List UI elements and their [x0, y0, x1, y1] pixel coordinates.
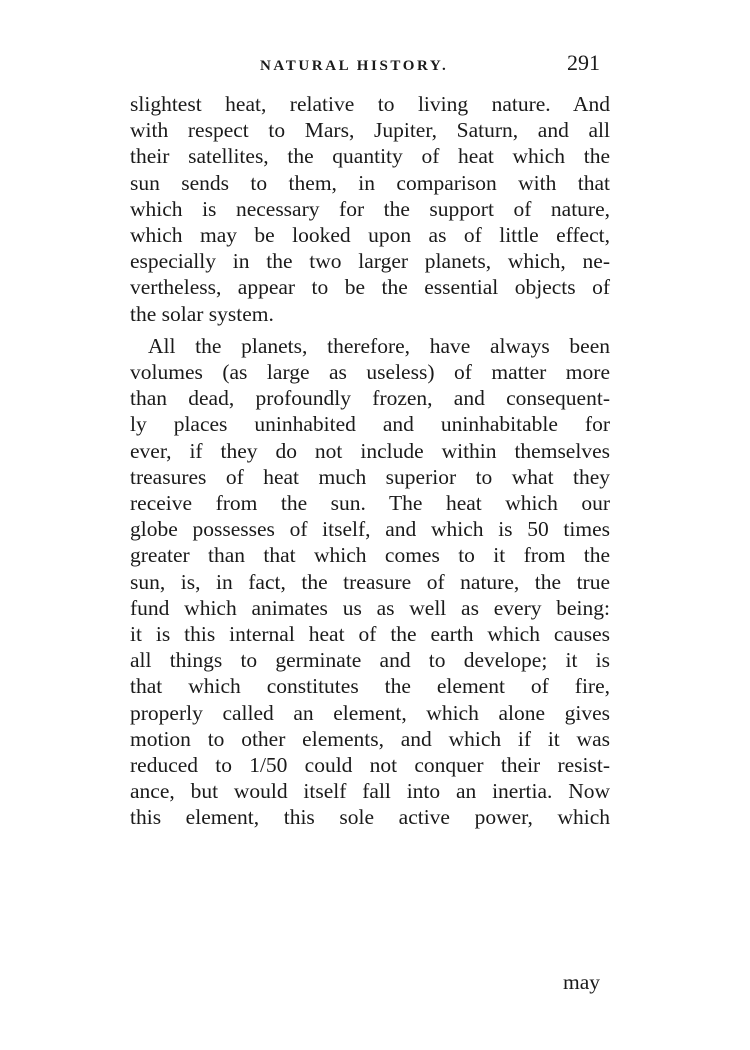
- text-line: sun sends to them, in comparison with that: [130, 170, 610, 195]
- text-line: the solar system.: [130, 301, 274, 326]
- text-line: with respect to Mars, Jupiter, Saturn, and all: [130, 118, 610, 143]
- text-line: vertheless, appear to be the essential objects of: [130, 275, 610, 300]
- text-line: volumes (as large as useless) of matter more: [130, 360, 610, 385]
- text-line: which may be looked upon as of little effect,: [130, 223, 610, 248]
- text-line: which is necessary for the support of nature,: [130, 196, 610, 221]
- text-line: globe possesses of itself, and which is 50 times: [130, 517, 610, 542]
- text-line: ly places uninhabited and uninhabitable for: [130, 412, 610, 437]
- text-line: greater than that which comes to it from the: [130, 543, 610, 568]
- text-line: receive from the sun. The heat which our: [130, 491, 610, 516]
- text-line: treasures of heat much superior to what they: [130, 464, 610, 489]
- text-line: it is this internal heat of the earth which causes: [130, 622, 610, 647]
- running-head: NATURAL HISTORY.: [260, 58, 449, 74]
- text-line: sun, is, in fact, the treasure of nature, the true: [130, 569, 610, 594]
- text-line: their satellites, the quantity of heat which the: [130, 144, 610, 169]
- text-line: fund which animates us as well as every being:: [130, 595, 610, 620]
- text-line: slightest heat, relative to living nature. And: [130, 92, 610, 116]
- catchword: may: [562, 970, 600, 994]
- text-line: reduced to 1/50 could not conquer their resist-: [130, 753, 610, 778]
- text-line: all things to germinate and to develope; it is: [130, 648, 610, 673]
- text-line: than dead, profoundly frozen, and consequent-: [130, 386, 610, 411]
- page-header: [140, 50, 610, 82]
- body-text: [130, 91, 610, 831]
- text-line: properly called an element, which alone gives: [130, 700, 610, 725]
- text-line: especially in the two larger planets, which, ne-: [130, 249, 610, 274]
- text-line: ance, but would itself fall into an inertia. Now: [130, 779, 610, 804]
- paragraph-first-line: All the planets, therefore, have always been: [148, 333, 610, 358]
- page-number: 291: [567, 50, 600, 75]
- text-line: ever, if they do not include within themselves: [130, 438, 610, 463]
- text-line: motion to other elements, and which if it was: [130, 726, 610, 751]
- text-line: that which constitutes the element of fire,: [130, 674, 610, 699]
- text-line: this element, this sole active power, which: [130, 805, 610, 830]
